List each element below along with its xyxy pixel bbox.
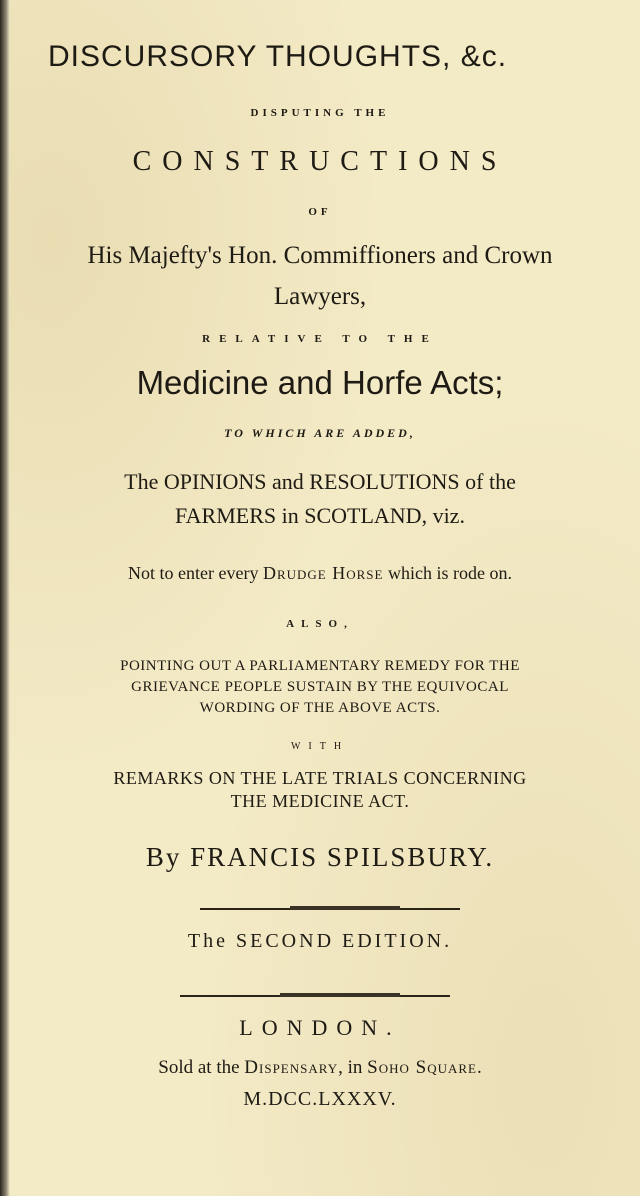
not-enter-pre: Not to enter every xyxy=(128,563,263,583)
lawyers-line: Lawyers, xyxy=(273,283,367,310)
opinions-line: The OPINIONS and RESOLUTIONS of the xyxy=(124,469,516,494)
edition-line: The SECOND EDITION. xyxy=(187,930,453,952)
pointing-line-3: WORDING OF THE ABOVE ACTS. xyxy=(199,700,441,716)
remarks-line-2: THE MEDICINE ACT. xyxy=(230,791,410,811)
soho-square-text: Soho Square xyxy=(367,1057,477,1078)
commissioners-line: His Majefty's Hon. Commiffioners and Crown xyxy=(87,242,553,269)
sold-mid: , in xyxy=(338,1057,368,1078)
date-line: M.DCC.LXXXV. xyxy=(243,1088,397,1110)
pointing-line-1: POINTING OUT A PARLIAMENTARY REMEDY FOR THE xyxy=(120,658,520,674)
ornamental-rule-top-center xyxy=(290,906,400,910)
disputing-line: DISPUTING THE xyxy=(250,107,390,119)
with-line: WITH xyxy=(290,741,350,752)
remarks-line-1: REMARKS ON THE LATE TRIALS CONCERNING xyxy=(113,768,527,788)
to-which-added-line: TO WHICH ARE ADDED, xyxy=(224,426,416,440)
farmers-line: FARMERS in SCOTLAND, viz. xyxy=(175,503,465,528)
relative-line: RELATIVE TO THE xyxy=(202,333,438,345)
acts-heading: Medicine and Horfe Acts; xyxy=(136,364,504,401)
pointing-line-2: GRIEVANCE PEOPLE SUSTAIN BY THE EQUIVOCAL xyxy=(131,679,509,695)
dispensary-text: Dispensary xyxy=(244,1057,339,1078)
imprint-line xyxy=(0,1057,640,1079)
sold-post: . xyxy=(476,1057,482,1078)
book-title: DISCURSORY THOUGHTS, &c. xyxy=(48,40,508,73)
drudge-horse-text: Drudge Horse xyxy=(262,563,384,583)
not-enter-line xyxy=(0,563,640,584)
also-line: ALSO, xyxy=(286,618,354,630)
author-line: By FRANCIS SPILSBURY. xyxy=(145,842,495,872)
ornamental-rule-bottom-center xyxy=(280,993,400,997)
not-enter-post: which is rode on. xyxy=(383,563,512,583)
sold-pre: Sold at the xyxy=(158,1057,245,1078)
of-line: OF xyxy=(308,206,332,218)
london-line: LONDON. xyxy=(239,1015,401,1040)
constructions-line: CONSTRUCTIONS xyxy=(132,146,508,177)
